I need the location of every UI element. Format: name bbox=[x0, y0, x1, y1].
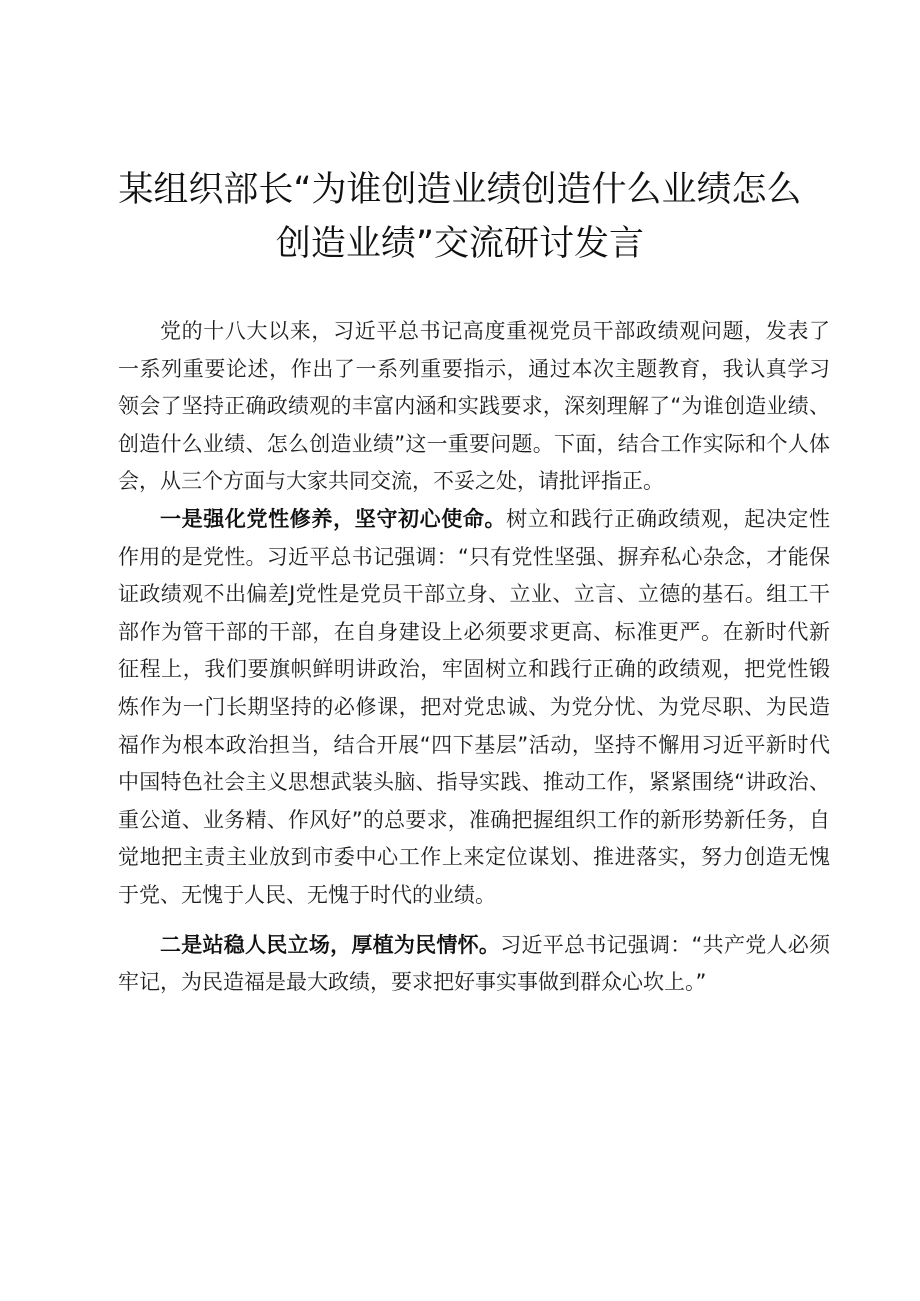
paragraph-text: 树立和践行正确政绩观，起决定性作用的是党性。习近平总书记强调：“只有党性坚强、摒弃私心杂念，才能保证政绩观不出偏差J党性是党员干部立身、立业、立言、立德的基石。组工干部作为管干部的干部，在自身建设上必须要求更高、标准更严。在新时代新征程上，我们要旗帜鲜明讲政治，牢固树立和践行正确的政绩观，把党性锻炼作为一门长期坚持的必修课，把对党忠诚、为党分忧、为党尽职、为民造福作为根本政治担当，结合开展“四下基层”活动，坚持不懈用习近平新时代中国特色社会主义思想武装头脑、指导实践、推动工作，紧紧围绕“讲政治、重公道、业务精、作风好”的总要求，准确把握组织工作的新形势新任务，自觉地把主责主业放到市委中心工作上来定位谋划、推进落实，努力创造无愧于党、无愧于人民、无愧于时代的业绩。 bbox=[118, 506, 831, 907]
paragraph-text: 党的十八大以来，习近平总书记高度重视党员干部政绩观问题，发表了一系列重要论述，作出了一系列重要指示，通过本次主题教育，我认真学习领会了坚持正确政绩观的丰富内涵和实践要求，深刻理解了“为谁创造业绩、创造什么业绩、怎么创造业绩”这一重要问题。下面，结合工作实际和个人体会，从三个方面与大家共同交流，不妥之处，请批评指正。 bbox=[118, 319, 830, 494]
paragraph-point-1 bbox=[118, 501, 830, 915]
paragraph-point-2 bbox=[118, 927, 830, 1002]
paragraph-intro bbox=[118, 313, 830, 501]
paragraph-lead: 二是站稳人民立场，厚植为民情怀。 bbox=[160, 932, 501, 957]
title-line-1: 某组织部长“为谁创造业绩创造什么业绩怎么 bbox=[118, 170, 802, 210]
paragraph-text: 习近平总书记强调：“共产党人必须牢记，为民造福是最大政绩，要求把好事实事做到群众心坎上。” bbox=[118, 932, 830, 995]
document-title bbox=[100, 163, 820, 271]
title-line-2: 创造业绩”交流研讨发言 bbox=[275, 224, 645, 264]
paragraph-lead: 一是强化党性修养，坚守初心使命。 bbox=[160, 506, 507, 531]
document-body bbox=[118, 313, 830, 1002]
